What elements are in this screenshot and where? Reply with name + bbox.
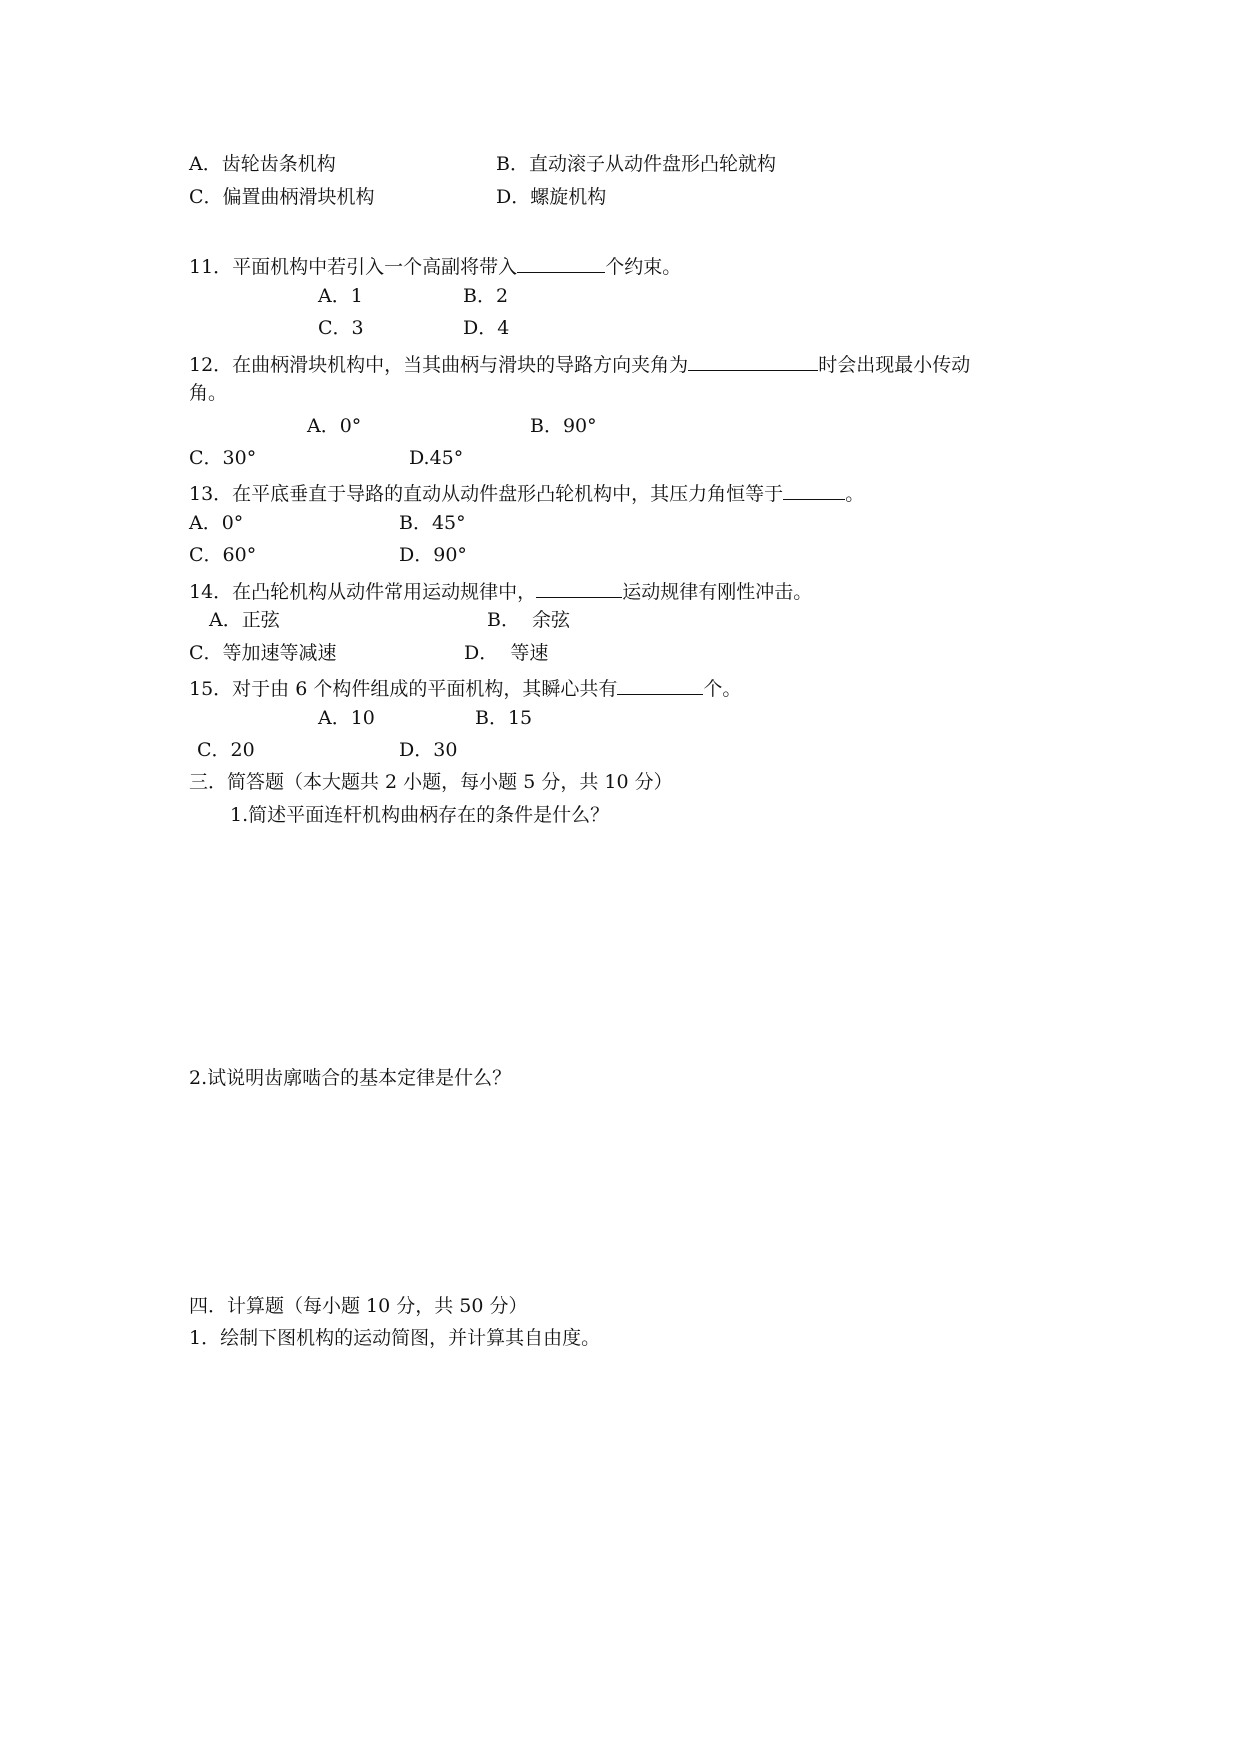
- answer-blank: [783, 481, 845, 500]
- q10-option-b: B．直动滚子从动件盘形凸轮就构: [496, 153, 776, 175]
- q15-option-a: A．10: [318, 707, 375, 729]
- q12-stem-text: 12．在曲柄滑块机构中，当其曲柄与滑块的导路方向夹角为: [189, 354, 689, 376]
- q14-option-b: B． 余弦: [487, 609, 571, 631]
- q13-option-d: D．90°: [399, 544, 467, 566]
- q14-option-c: C．等加速等减速: [189, 642, 337, 664]
- q13-option-c: C．60°: [189, 544, 257, 566]
- q10-option-c: C．偏置曲柄滑块机构: [189, 186, 375, 208]
- q12-option-a: A．0°: [307, 415, 362, 437]
- q14-stem: [189, 579, 812, 602]
- q11-stem-text: 11．平面机构中若引入一个高副将带入: [189, 256, 518, 278]
- q11-option-b: B．2: [463, 285, 509, 307]
- q11-stem: [189, 254, 681, 277]
- q11-option-a: A．1: [318, 285, 363, 307]
- q13-stem: [189, 481, 864, 504]
- q12-option-d: D.45°: [409, 447, 464, 469]
- q13-option-b: B．45°: [399, 512, 466, 534]
- q13-option-a: A．0°: [189, 512, 244, 534]
- q10-option-a: A．齿轮齿条机构: [189, 153, 336, 175]
- q13-stem-text: 13．在平底垂直于导路的直动从动件盘形凸轮机构中，其压力角恒等于: [189, 483, 784, 505]
- q15-stem-end: 个。: [703, 678, 742, 700]
- answer-blank: [536, 579, 622, 598]
- q12-option-c: C．30°: [189, 447, 257, 469]
- q11-option-c: C．3: [318, 317, 364, 339]
- section4-question-1: 1．绘制下图机构的运动简图，并计算其自由度。: [189, 1327, 601, 1349]
- q14-stem-end: 运动规律有刚性冲击。: [622, 581, 813, 603]
- answer-blank: [688, 352, 818, 371]
- q12-option-b: B．90°: [530, 415, 597, 437]
- q14-option-a: A．正弦: [209, 609, 280, 631]
- q15-stem: [189, 676, 741, 699]
- q12-stem: [189, 352, 970, 375]
- q15-option-b: B．15: [475, 707, 533, 729]
- section3-heading: 三．简答题（本大题共 2 小题，每小题 5 分，共 10 分）: [189, 771, 673, 793]
- q15-option-c: C．20: [197, 739, 255, 761]
- q14-stem-text: 14．在凸轮机构从动件常用运动规律中，: [189, 581, 537, 603]
- q13-stem-end: 。: [845, 483, 865, 505]
- answer-blank: [517, 254, 605, 273]
- q15-option-d: D．30: [399, 739, 458, 761]
- section3-question-2: 2.试说明齿廓啮合的基本定律是什么？: [189, 1067, 512, 1089]
- section3-question-1: 1.简述平面连杆机构曲柄存在的条件是什么？: [230, 804, 610, 826]
- q14-option-d: D． 等速: [464, 642, 549, 664]
- q12-stem-end: 时会出现最小传动: [818, 354, 971, 376]
- q11-option-d: D．4: [463, 317, 510, 339]
- q12-stem-continued: 角。: [189, 382, 228, 404]
- q11-stem-end: 个约束。: [605, 256, 682, 278]
- section4-heading: 四．计算题（每小题 10 分，共 50 分）: [189, 1295, 528, 1317]
- q15-stem-text: 15．对于由 6 个构件组成的平面机构，其瞬心共有: [189, 678, 618, 700]
- q10-option-d: D．螺旋机构: [496, 186, 607, 208]
- answer-blank: [617, 676, 703, 695]
